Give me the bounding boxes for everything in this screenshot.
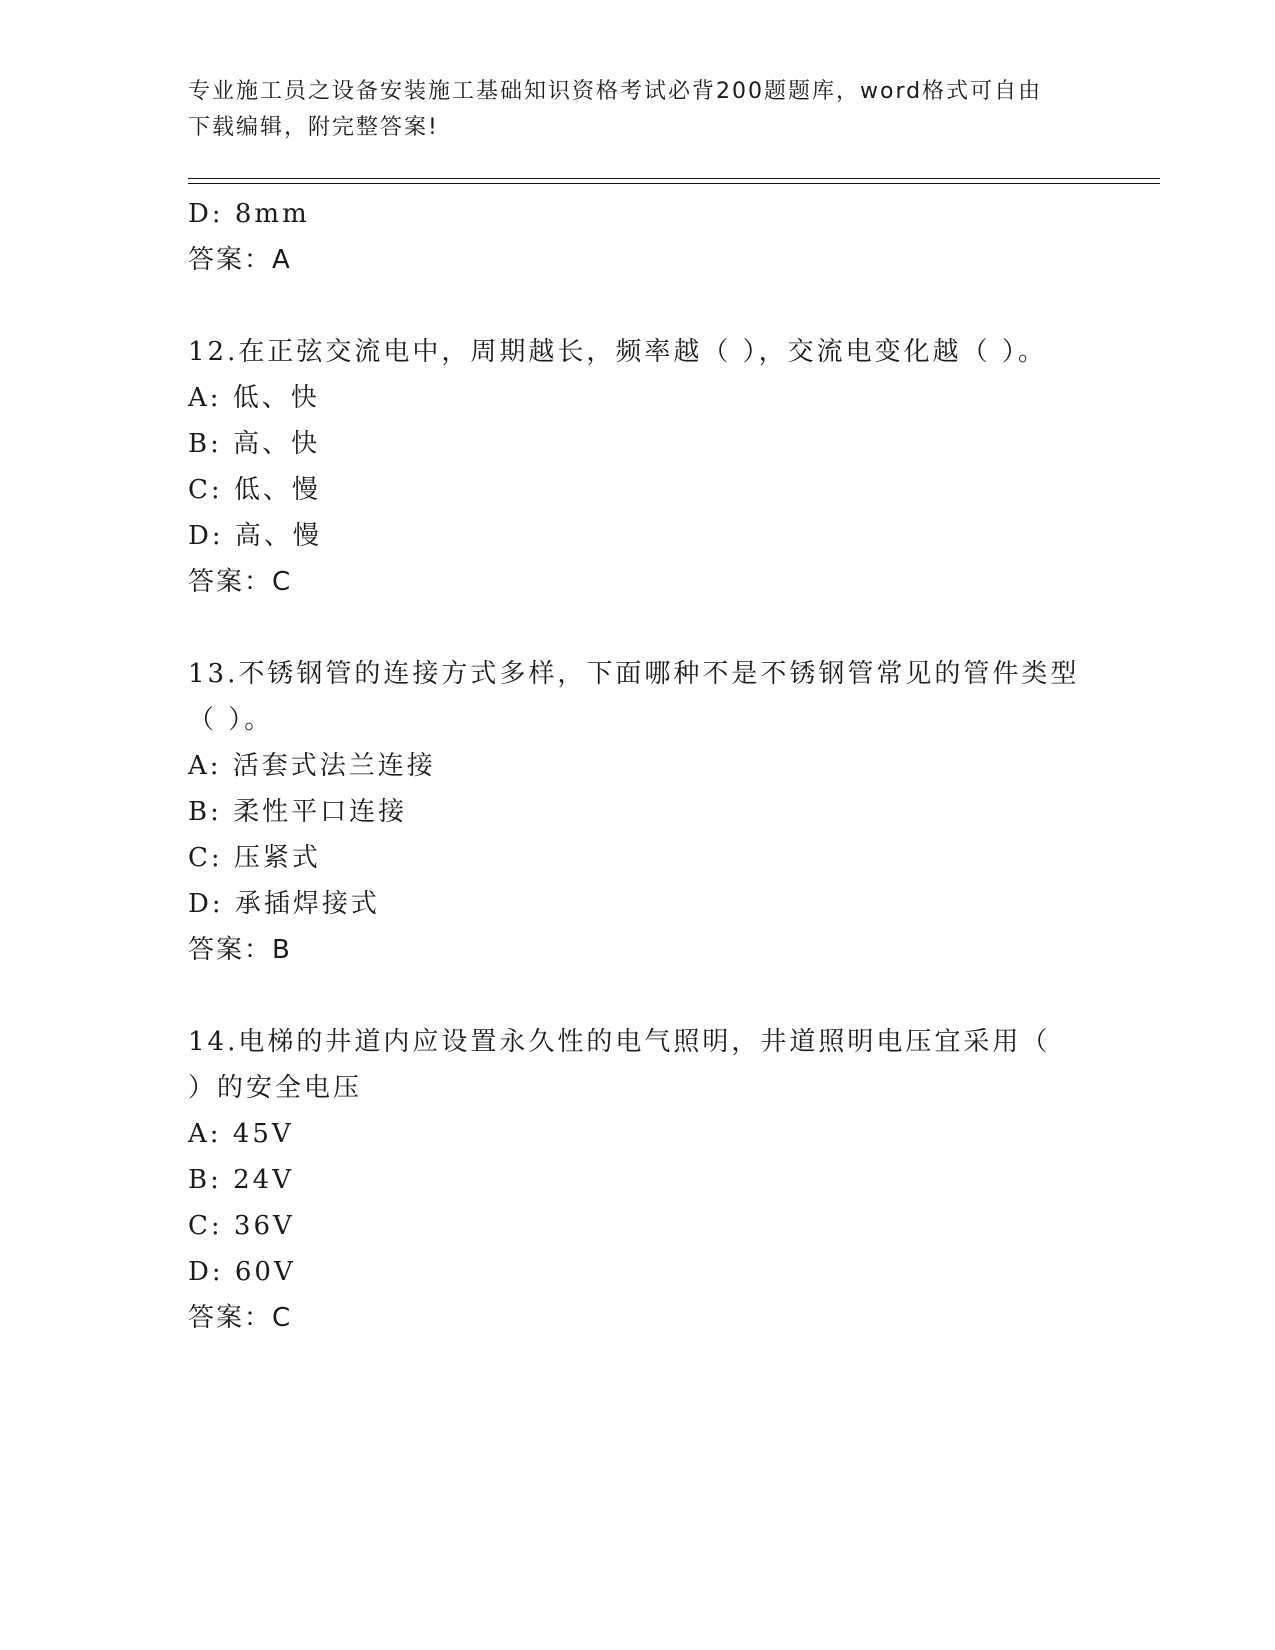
prev-option-d: D: 8mm <box>188 199 310 229</box>
question-12-text: 12.在正弦交流电中，周期越长，频率越（ ），交流电变化越（ ）。 <box>188 337 1047 367</box>
question-12-answer: 答案：C <box>188 567 293 597</box>
header-line-1: 专业施工员之设备安装施工基础知识资格考试必背200题题库，word格式可自由 <box>188 79 1043 104</box>
document-header <box>188 74 1088 146</box>
question-13-answer: 答案：B <box>188 935 292 965</box>
question-13 <box>188 651 1088 973</box>
header-line-2: 下载编辑，附完整答案! <box>188 115 439 140</box>
question-12-option-d: D: 高、慢 <box>188 521 322 551</box>
question-14-option-d: D: 60V <box>188 1257 296 1287</box>
question-13-option-c: C: 压紧式 <box>188 843 321 873</box>
question-12-option-b: B: 高、快 <box>188 429 321 459</box>
header-divider-bottom <box>188 183 1160 184</box>
question-13-option-b: B: 柔性平口连接 <box>188 797 408 827</box>
question-12-option-c: C: 低、慢 <box>188 475 321 505</box>
question-14-answer: 答案：C <box>188 1303 293 1333</box>
question-13-option-d: D: 承插焊接式 <box>188 889 380 919</box>
header-divider-top <box>188 178 1160 179</box>
question-14-option-a: A: 45V <box>188 1119 294 1149</box>
question-13-text-line-2: （ ）。 <box>188 705 274 735</box>
question-13-option-a: A: 活套式法兰连接 <box>188 751 436 781</box>
question-14-option-c: C: 36V <box>188 1211 295 1241</box>
question-12 <box>188 329 1088 605</box>
question-14-option-b: B: 24V <box>188 1165 294 1195</box>
question-14 <box>188 1019 1088 1341</box>
prev-answer: 答案：A <box>188 245 292 275</box>
question-14-text-line-2: ）的安全电压 <box>188 1073 363 1103</box>
question-list <box>188 191 1088 1341</box>
question-12-option-a: A: 低、快 <box>188 383 320 413</box>
question-13-text-line-1: 13.不锈钢管的连接方式多样，下面哪种不是不锈钢管常见的管件类型 <box>188 659 1080 689</box>
question-14-text-line-1: 14.电梯的井道内应设置永久性的电气照明，井道照明电压宜采用（ <box>188 1027 1051 1057</box>
